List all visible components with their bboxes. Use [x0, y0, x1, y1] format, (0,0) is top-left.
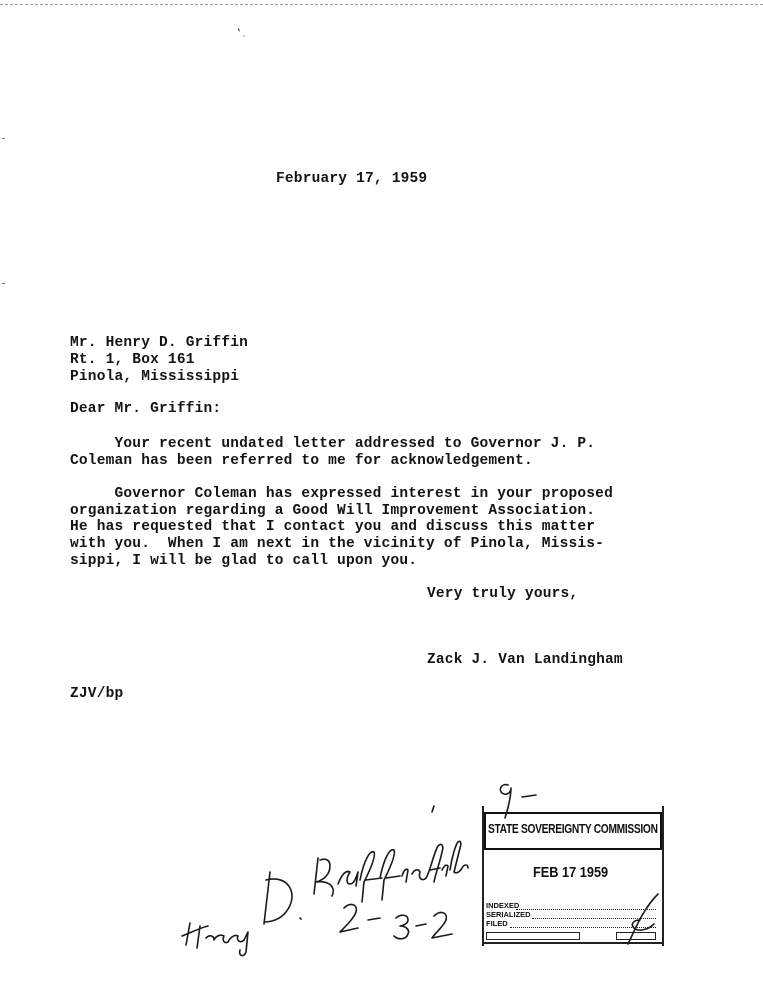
body-line: Coleman has been referred to me for acknowledgement.	[70, 453, 533, 469]
body-line: organization regarding a Good Will Improvement Association.	[70, 503, 596, 519]
handwritten-file-number	[340, 905, 452, 939]
handwritten-annotation-dash	[522, 795, 536, 797]
complimentary-close: Very truly yours,	[427, 586, 579, 602]
stamp-fill-line	[510, 927, 656, 928]
stamp-row-serialized: SERIALIZED	[486, 910, 531, 919]
handwritten-dot	[432, 806, 434, 812]
stamp-row-filed: FILED	[486, 919, 508, 928]
handwritten-dot	[300, 918, 301, 919]
body-line: sippi, I will be glad to call upon you.	[70, 553, 418, 569]
body-line: Your recent undated letter addressed to Governor J. P.	[70, 436, 596, 452]
margin-mark	[2, 138, 5, 139]
address-line: Pinola, Mississippi	[70, 369, 240, 385]
address-line: Rt. 1, Box 161	[70, 352, 195, 368]
ink-speck: ‛ˌ	[236, 28, 247, 38]
stamp-entry-box	[616, 932, 656, 940]
salutation: Dear Mr. Griffin:	[70, 401, 222, 417]
reference-initials: ZJV/bp	[70, 686, 124, 702]
stamp-title: STATE SOVEREIGNTY COMMISSION	[488, 822, 658, 836]
handwritten-initial-d	[264, 872, 292, 924]
handwritten-name-henry	[182, 923, 248, 956]
stamp-fill-line	[532, 918, 656, 919]
signer-name: Zack J. Van Landingham	[427, 652, 623, 668]
stamp-entry-box	[486, 932, 580, 940]
address-line: Mr. Henry D. Griffin	[70, 335, 249, 351]
margin-mark	[2, 283, 5, 284]
handwritten-surname	[314, 841, 468, 902]
top-edge-line	[0, 4, 763, 5]
stamp-date: FEB 17 1959	[533, 864, 609, 881]
stamp-border	[482, 942, 664, 944]
stamp-row-indexed: INDEXED	[486, 901, 520, 910]
body-line: He has requested that I contact you and discuss this matter	[70, 519, 596, 535]
stamp-fill-line	[516, 909, 656, 910]
body-line: Governor Coleman has expressed interest in your proposed	[70, 486, 613, 502]
body-line: with you. When I am next in the vicinity of Pinola, Missis-	[70, 536, 605, 552]
stamp-border	[662, 806, 664, 946]
letter-date: February 17, 1959	[276, 171, 428, 187]
